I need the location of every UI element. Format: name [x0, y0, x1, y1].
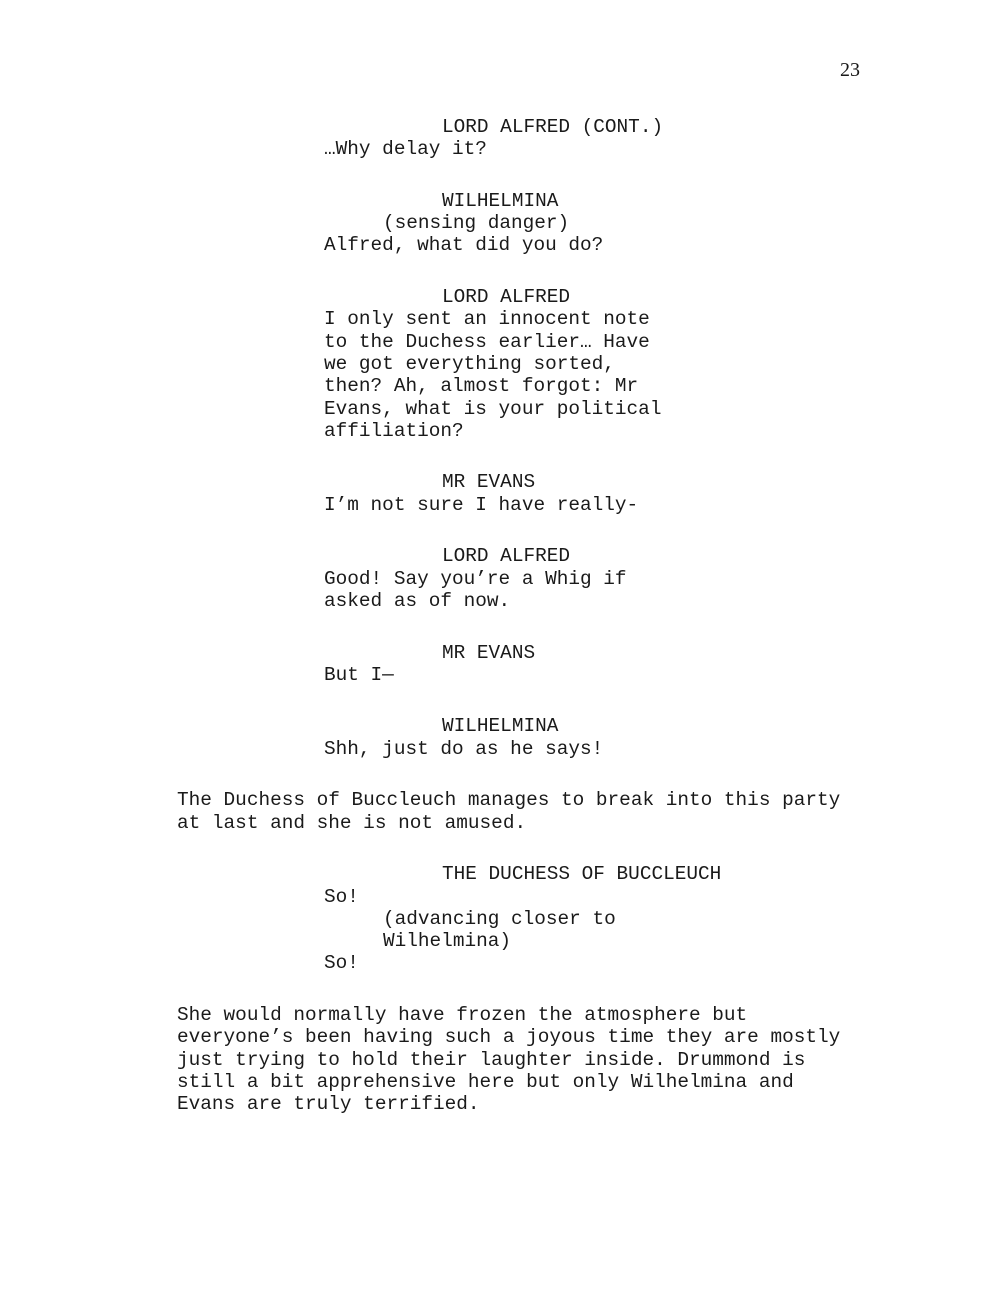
dialogue-line: affiliation?: [324, 419, 464, 442]
dialogue-line: Evans, what is your political: [324, 397, 662, 420]
dialogue-line: Alfred, what did you do?: [324, 234, 604, 257]
action-block: [0, 789, 1000, 834]
action-line: at last and she is not amused.: [177, 811, 527, 834]
dialogue-line: …Why delay it?: [324, 138, 487, 161]
character-name: LORD ALFRED: [442, 545, 570, 568]
action-line: Evans are truly terrified.: [177, 1093, 480, 1116]
block-spacer: [0, 686, 1000, 715]
dialogue-block: [0, 642, 1000, 687]
action-line: still a bit apprehensive here but only Wilhelmina and: [177, 1070, 794, 1093]
dialogue-block: [0, 471, 1000, 516]
character-name: LORD ALFRED: [442, 286, 570, 309]
character-name: WILHELMINA: [442, 715, 559, 738]
action-line: She would normally have frozen the atmosphere but: [177, 1003, 748, 1026]
character-name: MR EVANS: [442, 471, 536, 494]
character-name: MR EVANS: [442, 641, 536, 664]
dialogue-line: to the Duchess earlier… Have: [324, 330, 650, 353]
dialogue-line: I’m not sure I have really-: [324, 493, 639, 516]
dialogue-block: [0, 116, 1000, 161]
character-name: LORD ALFRED (CONT.): [442, 116, 664, 138]
dialogue-line: But I—: [324, 663, 394, 686]
block-spacer: [0, 975, 1000, 1004]
dialogue-block: [0, 545, 1000, 612]
block-spacer: [0, 516, 1000, 545]
screenplay-body: [0, 116, 1000, 1115]
character-name: WILHELMINA: [442, 189, 559, 212]
dialogue-block: [0, 715, 1000, 760]
dialogue-line: Good! Say you’re a Whig if: [324, 567, 627, 590]
page-number: 23: [840, 59, 860, 81]
dialogue-line: asked as of now.: [324, 589, 511, 612]
dialogue-block: [0, 863, 1000, 974]
block-spacer: [0, 442, 1000, 471]
dialogue-line: I only sent an innocent note: [324, 308, 650, 331]
block-spacer: [0, 612, 1000, 641]
block-spacer: [0, 257, 1000, 286]
block-spacer: [0, 161, 1000, 190]
block-spacer: [0, 834, 1000, 863]
dialogue-line: then? Ah, almost forgot: Mr: [324, 375, 639, 398]
dialogue-block: [0, 190, 1000, 257]
action-block: [0, 1004, 1000, 1115]
dialogue-line: So!: [324, 952, 359, 975]
parenthetical-line: (sensing danger): [383, 212, 570, 235]
action-line: just trying to hold their laughter inside. Drummond is: [177, 1048, 806, 1071]
character-name: THE DUCHESS OF BUCCLEUCH: [442, 863, 722, 886]
dialogue-block: [0, 286, 1000, 442]
dialogue-line: we got everything sorted,: [324, 352, 615, 375]
dialogue-line: Shh, just do as he says!: [324, 737, 604, 760]
dialogue-line: So!: [324, 885, 359, 908]
action-line: The Duchess of Buccleuch manages to break into this party: [177, 789, 841, 812]
action-line: everyone’s been having such a joyous time they are mostly: [177, 1026, 841, 1049]
block-spacer: [0, 760, 1000, 789]
parenthetical-line: Wilhelmina): [383, 930, 511, 953]
parenthetical-line: (advancing closer to: [383, 907, 616, 930]
